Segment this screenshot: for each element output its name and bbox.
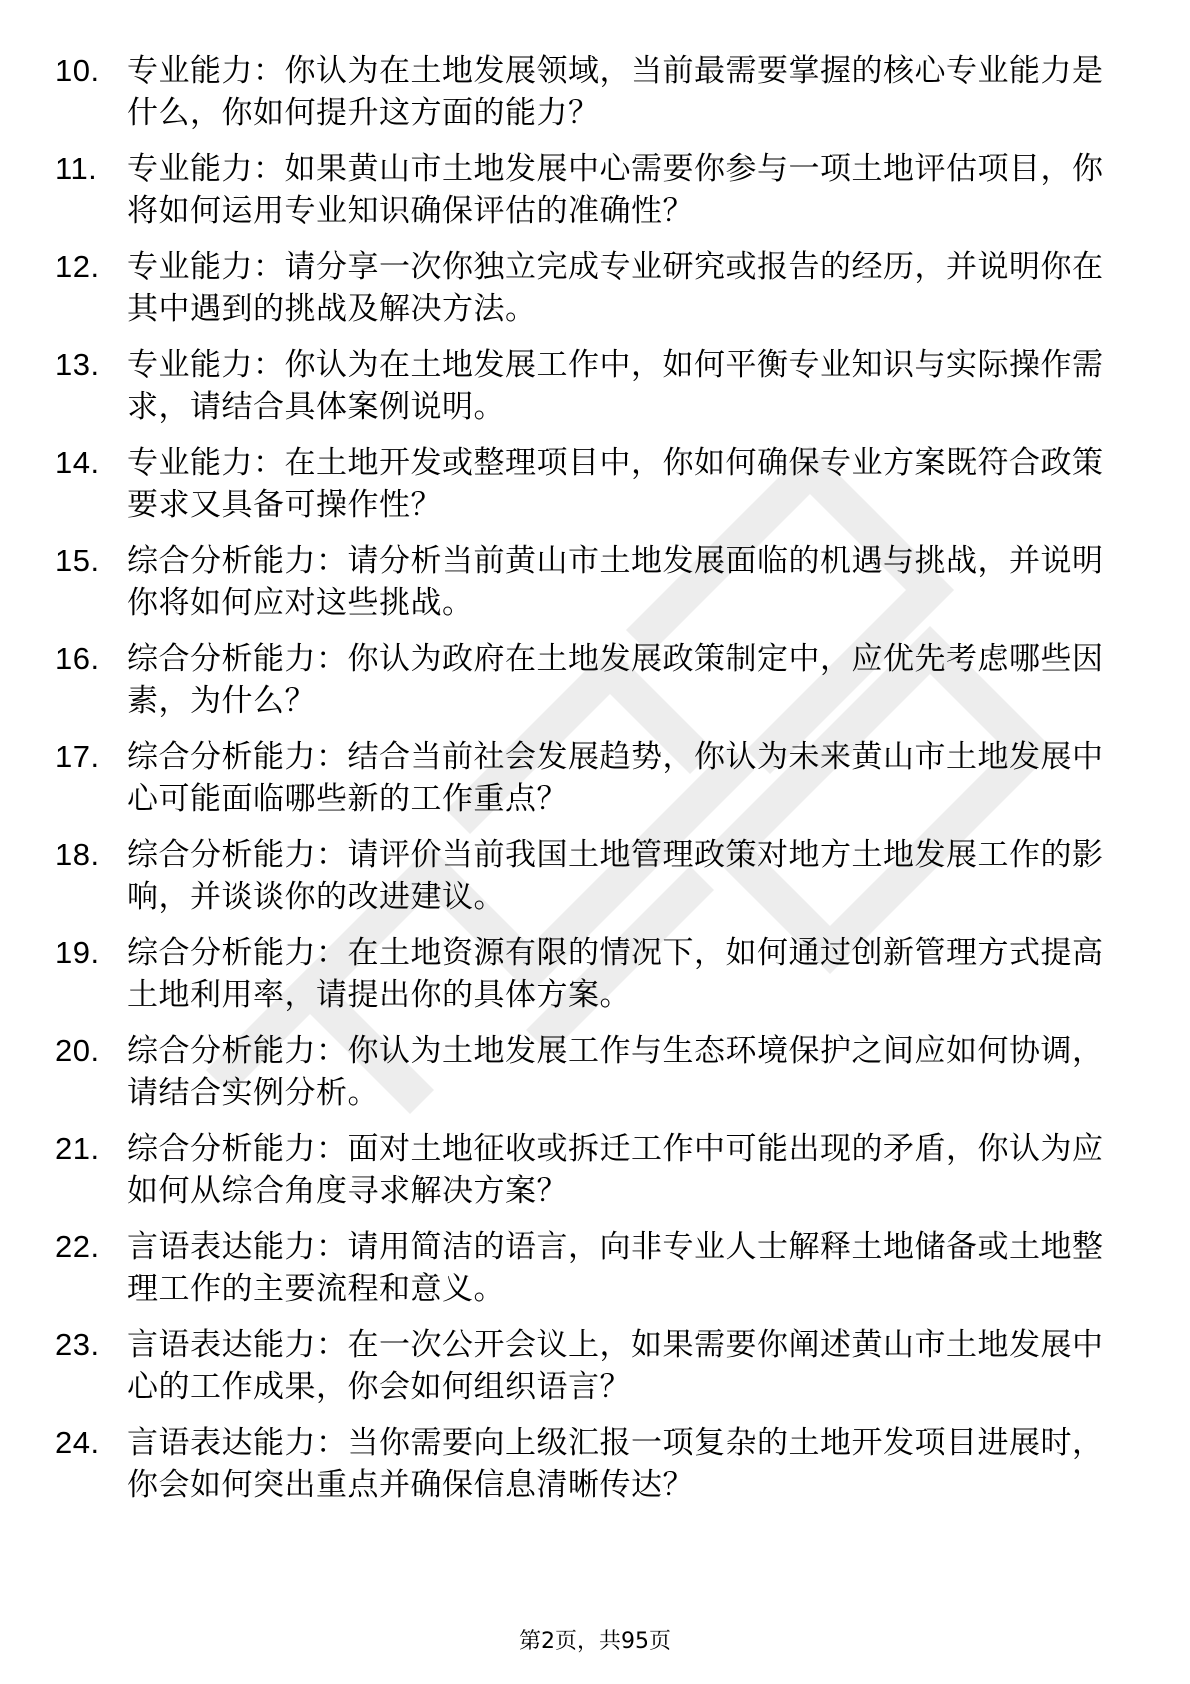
question-item	[55, 834, 1115, 918]
question-item	[55, 540, 1115, 624]
question-text: 综合分析能力：你认为政府在土地发展政策制定中，应优先考虑哪些因素，为什么？	[127, 641, 1104, 719]
question-item	[55, 442, 1115, 526]
question-number: 14.	[55, 445, 100, 480]
question-list	[55, 50, 1115, 1520]
question-number: 10.	[55, 53, 100, 88]
question-text: 综合分析能力：面对土地征收或拆迁工作中可能出现的矛盾，你认为应如何从综合角度寻求解决方案？	[127, 1131, 1104, 1209]
question-number: 17.	[55, 739, 100, 774]
question-number: 24.	[55, 1425, 100, 1460]
question-text: 专业能力：请分享一次你独立完成专业研究或报告的经历，并说明你在其中遇到的挑战及解决方法。	[127, 249, 1104, 327]
question-text: 专业能力：如果黄山市土地发展中心需要你参与一项土地评估项目，你将如何运用专业知识确保评估的准确性？	[127, 151, 1104, 229]
question-number: 19.	[55, 935, 100, 970]
question-text: 专业能力：在土地开发或整理项目中，你如何确保专业方案既符合政策要求又具备可操作性？	[127, 445, 1104, 523]
question-number: 23.	[55, 1327, 100, 1362]
question-text: 专业能力：你认为在土地发展领域，当前最需要掌握的核心专业能力是什么，你如何提升这方面的能力？	[127, 53, 1104, 131]
question-text: 言语表达能力：当你需要向上级汇报一项复杂的土地开发项目进展时，你会如何突出重点并确保信息清晰传达？	[127, 1425, 1104, 1503]
question-item	[55, 1324, 1115, 1408]
question-number: 12.	[55, 249, 100, 284]
question-item	[55, 638, 1115, 722]
question-number: 16.	[55, 641, 100, 676]
question-number: 15.	[55, 543, 100, 578]
question-number: 11.	[55, 151, 98, 186]
question-number: 18.	[55, 837, 100, 872]
question-number: 22.	[55, 1229, 100, 1264]
question-item	[55, 1128, 1115, 1212]
question-item	[55, 1030, 1115, 1114]
question-text: 综合分析能力：请分析当前黄山市土地发展面临的机遇与挑战，并说明你将如何应对这些挑战。	[127, 543, 1104, 621]
question-text: 综合分析能力：请评价当前我国土地管理政策对地方土地发展工作的影响，并谈谈你的改进建议。	[127, 837, 1104, 915]
question-item	[55, 1226, 1115, 1310]
page-footer: 第2页，共95页	[519, 1629, 671, 1654]
question-number: 21.	[55, 1131, 100, 1166]
question-number: 13.	[55, 347, 100, 382]
question-item	[55, 246, 1115, 330]
question-item	[55, 932, 1115, 1016]
question-text: 言语表达能力：在一次公开会议上，如果需要你阐述黄山市土地发展中心的工作成果，你会如何组织语言？	[127, 1327, 1104, 1405]
question-item	[55, 344, 1115, 428]
question-text: 言语表达能力：请用简洁的语言，向非专业人士解释土地储备或土地整理工作的主要流程和意义。	[127, 1229, 1104, 1307]
question-number: 20.	[55, 1033, 100, 1068]
question-item	[55, 148, 1115, 232]
question-item	[55, 736, 1115, 820]
question-text: 综合分析能力：结合当前社会发展趋势，你认为未来黄山市土地发展中心可能面临哪些新的工作重点？	[127, 739, 1104, 817]
question-text: 专业能力：你认为在土地发展工作中，如何平衡专业知识与实际操作需求，请结合具体案例说明。	[127, 347, 1104, 425]
question-item	[55, 50, 1115, 134]
question-item	[55, 1422, 1115, 1506]
question-text: 综合分析能力：你认为土地发展工作与生态环境保护之间应如何协调，请结合实例分析。	[127, 1033, 1104, 1111]
question-text: 综合分析能力：在土地资源有限的情况下，如何通过创新管理方式提高土地利用率，请提出你的具体方案。	[127, 935, 1104, 1013]
